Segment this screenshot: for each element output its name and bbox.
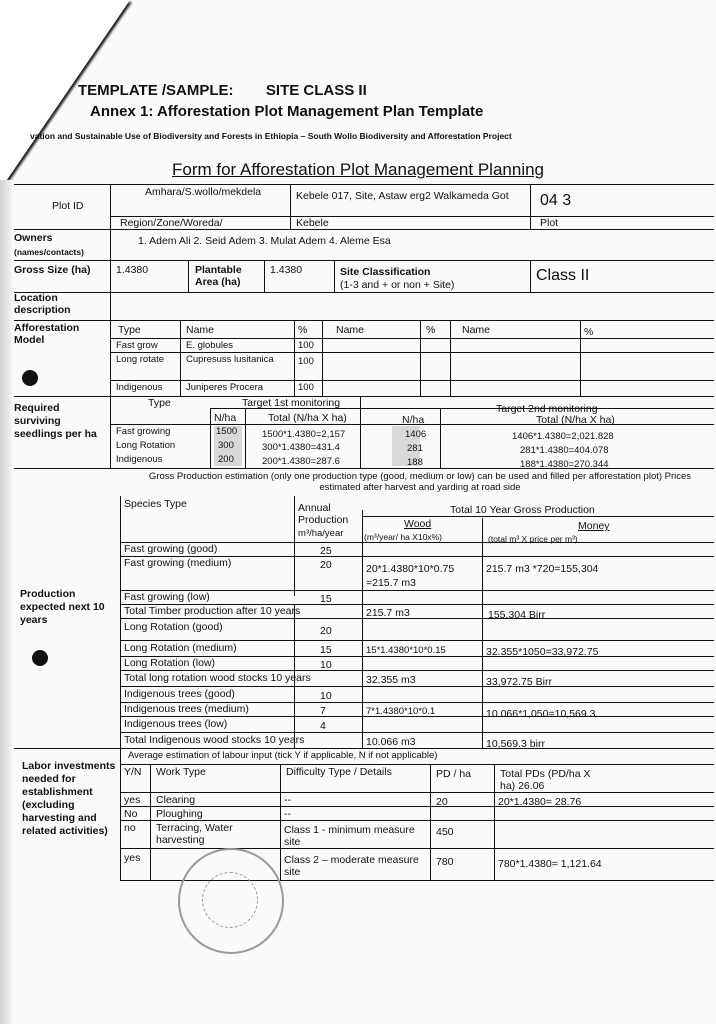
model-row-type: Indigenous bbox=[116, 382, 163, 393]
production-row-species: Long Rotation (low) bbox=[124, 657, 216, 669]
seedling-row-n2: 188 bbox=[407, 457, 423, 468]
punch-hole bbox=[22, 370, 38, 386]
production-row-species: Long Rotation (good) bbox=[124, 621, 223, 633]
production-row-money: 33,972.75 Birr bbox=[486, 676, 552, 688]
template-heading bbox=[78, 82, 367, 99]
production-row-annual: 20 bbox=[320, 559, 332, 571]
labor-row-difficulty: Class 2 – moderate measure site bbox=[284, 854, 419, 878]
form-title: Form for Afforestation Plot Management Planning bbox=[172, 160, 544, 179]
production-row-annual: 4 bbox=[320, 720, 326, 732]
nha-header: N/ha bbox=[214, 412, 237, 424]
location-label: Location description bbox=[14, 292, 71, 316]
production-row-wood: 215.7 m3 bbox=[366, 607, 410, 619]
labor-row-total: 20*1.4380= 28.76 bbox=[498, 796, 582, 808]
annex-title: Annex 1: Afforestation Plot Management Plan Template bbox=[90, 103, 484, 120]
seedling-row-type: Long Rotation bbox=[116, 440, 176, 451]
production-row-wood: 10.066 m3 bbox=[366, 736, 416, 748]
production-row-money: 32.355*1050=33,972.75 bbox=[486, 646, 599, 658]
project-title: vation and Sustainable Use of Biodiversity and Forests in Ethiopia – South Wollo Biodiversity and Afforestation Project bbox=[30, 131, 512, 141]
model-row-name: Juniperes Procera bbox=[186, 382, 264, 393]
production-label: Production expected next 10 years bbox=[20, 588, 105, 626]
target-2-header: Target 2nd monitoring bbox=[496, 403, 598, 415]
labor-row-pd: 450 bbox=[436, 826, 454, 838]
seedling-row-t2: 1406*1.4380=2,021.828 bbox=[512, 431, 614, 442]
seedling-row-n2: 1406 bbox=[405, 429, 427, 440]
owners-sub: (names/contacts) bbox=[14, 247, 84, 257]
production-row-annual: 10 bbox=[320, 659, 332, 671]
model-row-pct: 100 bbox=[298, 356, 314, 367]
model-label: Afforestation Model bbox=[14, 322, 80, 346]
plot-id-label: Plot ID bbox=[52, 200, 84, 212]
production-row-species: Long Rotation (medium) bbox=[124, 642, 237, 654]
seedling-row-t1: 300*1.4380=431.4 bbox=[262, 442, 340, 453]
seedling-row-n1: 300 bbox=[218, 440, 234, 451]
production-row-annual: 15 bbox=[320, 593, 332, 605]
plantable-value: 1.4380 bbox=[270, 264, 303, 276]
production-row-money: 155,304 Birr bbox=[488, 609, 546, 621]
pd-ha-header: PD / ha bbox=[436, 768, 472, 780]
total-header-2: Total (N/ha X ha) bbox=[536, 414, 615, 426]
owners-label: Owners bbox=[14, 232, 53, 244]
seedling-row-t1: 200*1.4380=287.6 bbox=[262, 456, 340, 467]
seedling-row-t1: 1500*1.4380=2,157 bbox=[262, 429, 346, 440]
annual-unit: m³/ha/year bbox=[298, 528, 344, 539]
production-row-species: Indigenous trees (medium) bbox=[124, 703, 249, 715]
production-row-annual: 7 bbox=[320, 705, 326, 717]
production-row-species: Total Indigenous wood stocks 10 years bbox=[124, 734, 305, 746]
total-pds-header: Total PDs (PD/ha X ha) 26.06 bbox=[500, 768, 591, 792]
work-type-header: Work Type bbox=[156, 766, 206, 778]
plantable-label: Plantable Area (ha) bbox=[195, 264, 242, 288]
model-row-name: E. globules bbox=[186, 340, 234, 351]
labor-row-total: 780*1.4380= 1,121.64 bbox=[498, 858, 602, 870]
seedlings-label: Required surviving seedlings per ha bbox=[14, 402, 97, 440]
site-class-value: Class II bbox=[536, 267, 590, 284]
production-row-wood: 20*1.4380*10*0.75 =215.7 m3 bbox=[366, 563, 455, 589]
labor-label: Labor investments needed for establishment (excluding harvesting and related activities) bbox=[22, 760, 116, 837]
production-row-annual: 20 bbox=[320, 625, 332, 637]
model-pct-header: % bbox=[298, 324, 308, 336]
production-row-wood: 15*1.4380*10*0.15 bbox=[366, 645, 446, 656]
money-unit: (total m³ X price per m³) bbox=[488, 534, 578, 544]
species-type-header: Species Type bbox=[124, 498, 187, 510]
production-row-species: Fast growing (low) bbox=[124, 591, 210, 603]
template-label: TEMPLATE /SAMPLE: bbox=[78, 82, 234, 99]
model-type-header: Type bbox=[118, 324, 141, 336]
production-row-wood: 32.355 m3 bbox=[366, 674, 416, 686]
model-row-pct: 100 bbox=[298, 382, 314, 393]
seedling-row-n2: 281 bbox=[407, 443, 423, 454]
seedling-row-type: Indigenous bbox=[116, 454, 163, 465]
total-header: Total (N/ha X ha) bbox=[268, 412, 347, 424]
production-row-money: 215.7 m3 *720=155,304 bbox=[486, 563, 599, 575]
model-row-name: Cupresuss lusitanica bbox=[186, 354, 274, 365]
production-row-annual: 15 bbox=[320, 644, 332, 656]
seedlings-type-header: Type bbox=[148, 397, 171, 409]
production-row-species: Total Timber production after 10 years bbox=[124, 605, 301, 617]
page-edge-shadow bbox=[0, 180, 12, 1024]
seedling-row-n1: 200 bbox=[218, 454, 234, 465]
production-row-species: Indigenous trees (low) bbox=[124, 718, 228, 730]
labor-row-yn: no bbox=[124, 822, 136, 834]
production-row-species: Fast growing (medium) bbox=[124, 557, 232, 569]
labor-row-difficulty: -- bbox=[284, 794, 291, 806]
labor-row-difficulty: Class 1 - minimum measure site bbox=[284, 824, 415, 848]
region-caption: Region/Zone/Woreda/ bbox=[120, 217, 223, 229]
model-row-type: Fast grow bbox=[116, 340, 158, 351]
seedling-row-type: Fast growing bbox=[116, 426, 171, 437]
yn-header: Y/N bbox=[124, 766, 142, 778]
production-row-annual: 25 bbox=[320, 545, 332, 557]
gross-size-label: Gross Size (ha) bbox=[14, 264, 91, 276]
labor-row-pd: 20 bbox=[436, 796, 448, 808]
seedling-row-t2: 281*1.4380=404.078 bbox=[520, 445, 609, 456]
production-row-species: Total long rotation wood stocks 10 years bbox=[124, 672, 311, 684]
seedling-row-t2: 188*1.4380=270.344 bbox=[520, 459, 609, 470]
model-name-header-3: Name bbox=[462, 324, 491, 336]
labor-row-yn: No bbox=[124, 808, 138, 820]
model-row-pct: 100 bbox=[298, 340, 314, 351]
site-class-heading: SITE CLASS II bbox=[265, 82, 367, 99]
wood-unit: (m³/year/ ha X10x%) bbox=[364, 532, 442, 542]
model-name-header: Name bbox=[186, 324, 215, 336]
wood-header: Wood bbox=[404, 518, 432, 530]
owners-value: 1. Adem Ali 2. Seid Adem 3. Mulat Adem 4. Aleme Esa bbox=[138, 235, 391, 247]
kebele-value: Kebele 017, Site, Astaw erg2 Walkameda Got bbox=[296, 190, 509, 202]
site-class-label: Site Classification bbox=[340, 266, 431, 278]
labor-row-work: Terracing, Water harvesting bbox=[156, 822, 233, 846]
labor-row-work: Clearing bbox=[156, 794, 196, 806]
punch-hole bbox=[32, 650, 48, 666]
gross-size-value: 1.4380 bbox=[116, 264, 149, 276]
nha-header-2: N/ha bbox=[402, 414, 425, 426]
production-row-species: Fast growing (good) bbox=[124, 543, 218, 555]
production-row-wood: 7*1.4380*10*0.1 bbox=[366, 706, 436, 717]
production-row-species: Indigenous trees (good) bbox=[124, 688, 235, 700]
labor-row-difficulty: -- bbox=[284, 808, 291, 820]
office-stamp bbox=[178, 848, 284, 954]
region-value: Amhara/S.wollo/mekdela bbox=[145, 186, 262, 198]
model-name-header-2: Name bbox=[336, 324, 365, 336]
difficulty-header: Difficulty Type / Details bbox=[286, 766, 392, 778]
model-pct-header-2: % bbox=[426, 324, 436, 336]
labor-note: Average estimation of labour input (tick Y if applicable, N if not applicable) bbox=[128, 750, 438, 761]
kebele-caption: Kebele bbox=[296, 217, 329, 229]
plot-caption: Plot bbox=[540, 217, 559, 229]
production-row-money: 10.066*1,050=10,569.3 bbox=[486, 708, 596, 720]
production-row-annual: 10 bbox=[320, 690, 332, 702]
model-pct-header-3: % bbox=[584, 326, 594, 338]
target-1-header: Target 1st monitoring bbox=[242, 397, 341, 409]
money-header: Money bbox=[578, 520, 610, 532]
plot-number: 04 3 bbox=[540, 192, 572, 209]
site-class-sub: (1-3 and + or non + Site) bbox=[340, 279, 455, 291]
labor-row-work: Ploughing bbox=[156, 808, 203, 820]
production-row-money: 10,569.3 birr bbox=[486, 738, 545, 750]
production-note: Gross Production estimation (only one production type (good, medium or low) can be used and filled per afforestation plot) Prices estimated after harvest and yarding at road side bbox=[148, 471, 692, 493]
seedling-row-n1: 1500 bbox=[216, 426, 238, 437]
annual-production-header: Annual Production bbox=[298, 502, 349, 526]
labor-row-pd: 780 bbox=[436, 856, 454, 868]
labor-row-yn: yes bbox=[124, 852, 141, 864]
labor-row-yn: yes bbox=[124, 794, 141, 806]
total-10-year-header: Total 10 Year Gross Production bbox=[450, 504, 595, 516]
model-row-type: Long rotate bbox=[116, 354, 165, 365]
